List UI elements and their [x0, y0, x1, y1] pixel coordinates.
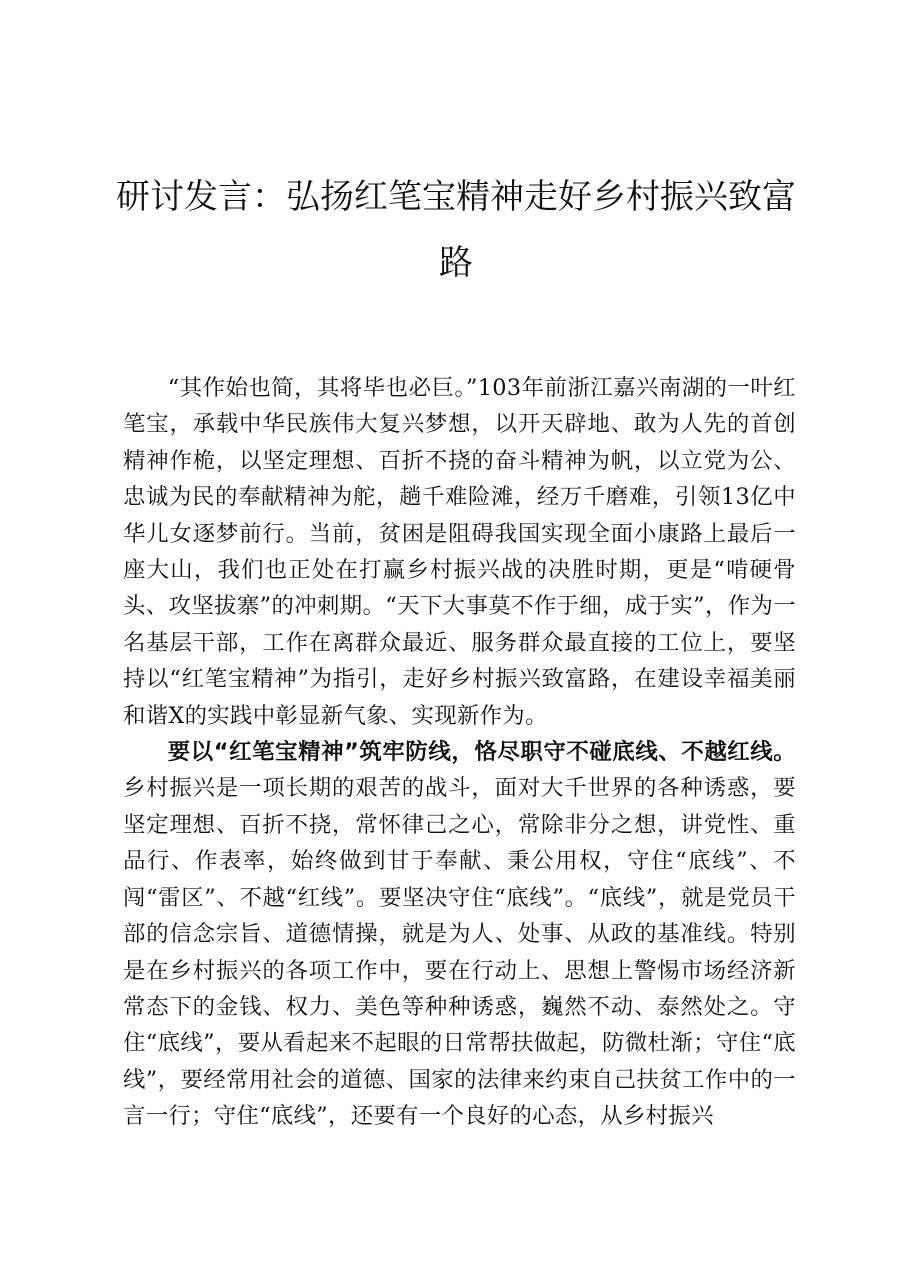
- paragraph-intro: [123, 370, 796, 734]
- paragraph-intro-text: “其作始也简，其将毕也必巨。”103年前浙江嘉兴南湖的一叶红笔宝，承载中华民族伟大复兴梦想，以开天辟地、敢为人先的首创精神作桅，以坚定理想、百折不挠的奋斗精神为帆，以立党为公、忠诚为民的奉献精神为舵，趟千难险滩，经万千磨难，引领13亿中华儿女逐梦前行。当前，贫困是阻碍我国实现全面小康路上最后一座大山，我们也正处在打赢乡村振兴战的决胜时期，更是“啃硬骨头、攻坚拔寨”的冲刺期。“天下大事莫不作于细，成于实”，作为一名基层干部，工作在离群众最近、服务群众最直接的工位上，要坚持以“红笔宝精神”为指引，走好乡村振兴致富路，在建设幸福美丽和谐X的实践中彰显新气象、实现新作为。: [123, 375, 796, 729]
- paragraph-bottom-line: [123, 734, 796, 1134]
- document-body: [123, 370, 796, 1135]
- document-title: 研讨发言：弘扬红笔宝精神走好乡村振兴致富路: [116, 177, 796, 283]
- paragraph-lead-heading: 要以“红笔宝精神”筑牢防线，恪尽职守不碰底线、不越红线。: [167, 739, 796, 766]
- paragraph-bottom-line-text: 乡村振兴是一项长期的艰苦的战斗，面对大千世界的各种诱惑，要坚定理想、百折不挠，常怀律己之心，常除非分之想，讲党性、重品行、作表率，始终做到甘于奉献、秉公用权，守住“底线”、不闯“雷区”、不越“红线”。要坚决守住“底线”。“底线”，就是党员干部的信念宗旨、道德情操，就是为人、处事、从政的基准线。特别是在乡村振兴的各项工作中，要在行动上、思想上警惕市场经济新常态下的金钱、权力、美色等种种诱惑，巍然不动、泰然处之。守住“底线”，要从看起来不起眼的日常帮扶做起，防微杜渐；守住“底线”，要经常用社会的道德、国家的法律来约束自己扶贫工作中的一言一行；守住“底线”，还要有一个良好的心态，从乡村振兴: [123, 775, 796, 1130]
